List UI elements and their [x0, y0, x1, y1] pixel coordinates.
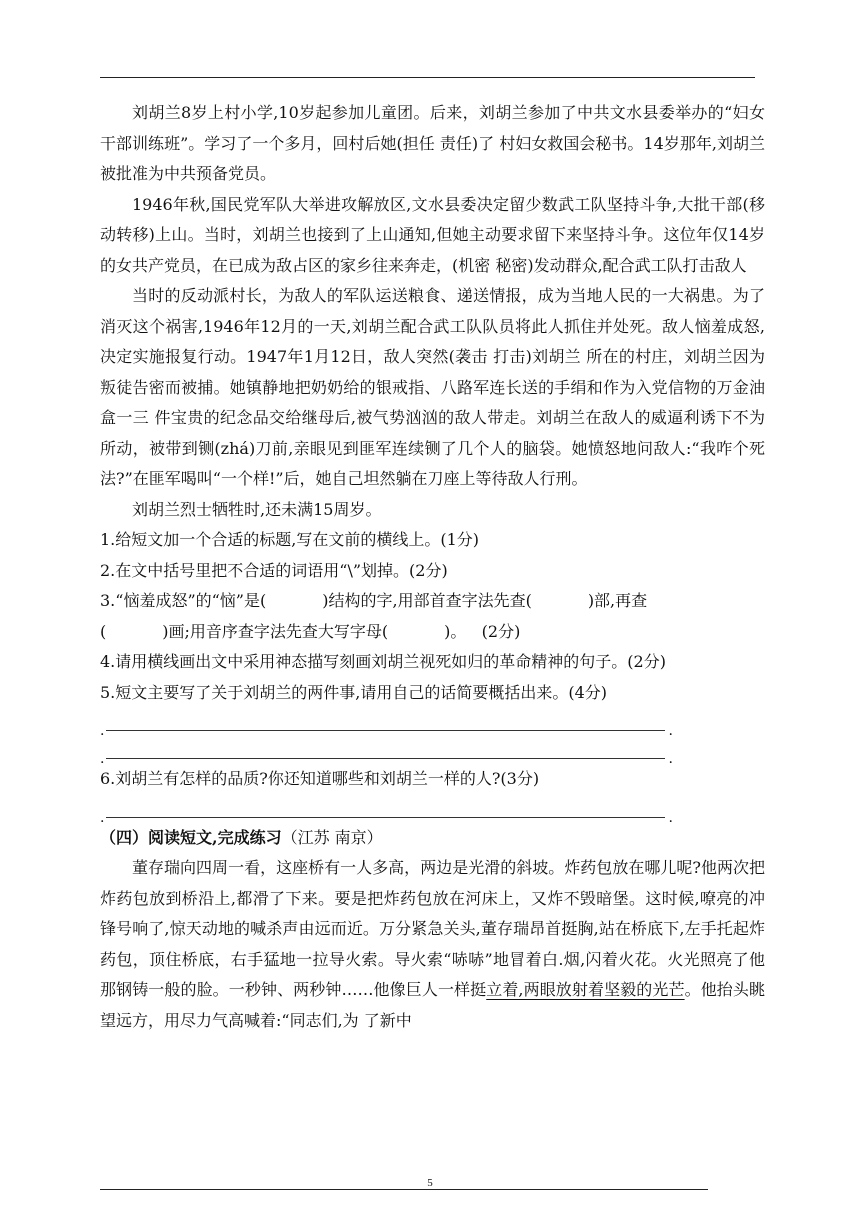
underlined-sentence: 立着,两眼放射着坚毅的光芒 — [486, 980, 685, 999]
page-number: 5 — [427, 1177, 433, 1189]
question-5: 5.短文主要写了关于刘胡兰的两件事,请用自己的话简要概括出来。(4分) — [100, 682, 608, 702]
answer-line-5a[interactable]: . . — [100, 723, 673, 739]
question-6: 6.刘胡兰有怎样的品质?你还知道哪些和刘胡兰一样的人?(3分) — [100, 769, 540, 788]
passage-paragraph-3: 当时的反动派村长，为敌人的军队运送粮食、递送情报，成为当地人民的一大祸患。为了消灭这个祸害,1946年12月的一天,刘胡兰配合武工队队员将此人抓住并处死。敌人恼羞成怒,决定实施报复行动。1947年1月12日，敌人突然(袭击 打击)刘胡兰 所在的村庄，刘胡兰因为叛徒告密而被捕。她镇静地把奶奶给的银戒指、八路军连长送的手绢和作为入党信物的万金油盒一三 件宝贵的纪念品交给继母后,被气势汹汹的敌人带走。刘胡兰在敌人的威逼利诱下不为所动，被带到铡(zhá)刀前,亲眼见到匪军连续铡了几个人的脑袋。她愤怒地问敌人:“我咋个死法?”在匪军喝叫“一个样!”后，她自己坦然躺在刀座上等待敌人行刑。 — [100, 286, 765, 488]
answer-line-6[interactable]: . . — [100, 809, 673, 826]
passage-paragraph-4: 刘胡兰烈士牺牲时,还未满15周岁。 — [132, 499, 382, 519]
question-3: 3.“恼羞成怒”的“恼”是( )结构的字,用部首查字法先查( )部,再查 ( )画;用音序查字法先查大写字母( )。 (2分) — [100, 591, 648, 641]
page-content — [100, 98, 765, 1036]
section-4-paragraph: 董存瑞向四周一看，这座桥有一人多高，两边是光滑的斜坡。炸药包放在哪儿呢?他两次把炸药包放到桥沿上,都滑了下来。要是把炸药包放在河床上，又炸不毁暗堡。这时候,嘹亮的冲锋号响了,惊天动地的喊杀声由远而近。万分紧急关头,董存瑞昂首挺胸,站在桥底下,左手托起炸药包，顶住桥底，右手猛地一拉导火索。导火索“哧哧”地冒着白.烟,闪着火花。火光照亮了他那钢铸一般的脸。一秒钟、两秒钟……他像巨人一样挺立着,两眼放射着坚毅的光芒。他抬头眺望远方，用尽力气高喊着:“同志们,为 了新中 — [100, 858, 765, 1030]
passage-paragraph-2: 1946年秋,国民党军队大举进攻解放区,文水县委决定留少数武工队坚持斗争,大批干部(移动转移)上山。当时，刘胡兰也接到了上山通知,但她主动要求留下来坚持斗争。这位年仅14岁的女共产党员，在已成为敌占区的家乡往来奔走，(机密 秘密)发动群众,配合武工队打击敌人 — [100, 194, 765, 275]
question-2: 2.在文中括号里把不合适的词语用“\”划掉。(2分) — [100, 560, 448, 580]
section-4-heading: （四）阅读短文,完成练习（江苏 南京） — [100, 827, 383, 847]
passage-paragraph-1: 刘胡兰8岁上村小学,10岁起参加儿童团。后来，刘胡兰参加了中共文水县委举办的“妇女干部训练班”。学习了一个多月，回村后她(担任 责任)了 村妇女救国会秘书。14岁那年,刘胡兰被批准为中共预备党员。 — [100, 103, 765, 183]
question-4: 4.请用横线画出文中采用神态描写刻画刘胡兰视死如归的革命精神的句子。(2分) — [100, 652, 666, 671]
question-1: 1.给短文加一个合适的标题,写在文前的横线上。(1分) — [100, 530, 480, 549]
header-rule — [100, 77, 755, 78]
answer-line-5b[interactable]: . . — [100, 751, 673, 767]
footer-rule — [100, 1189, 708, 1190]
